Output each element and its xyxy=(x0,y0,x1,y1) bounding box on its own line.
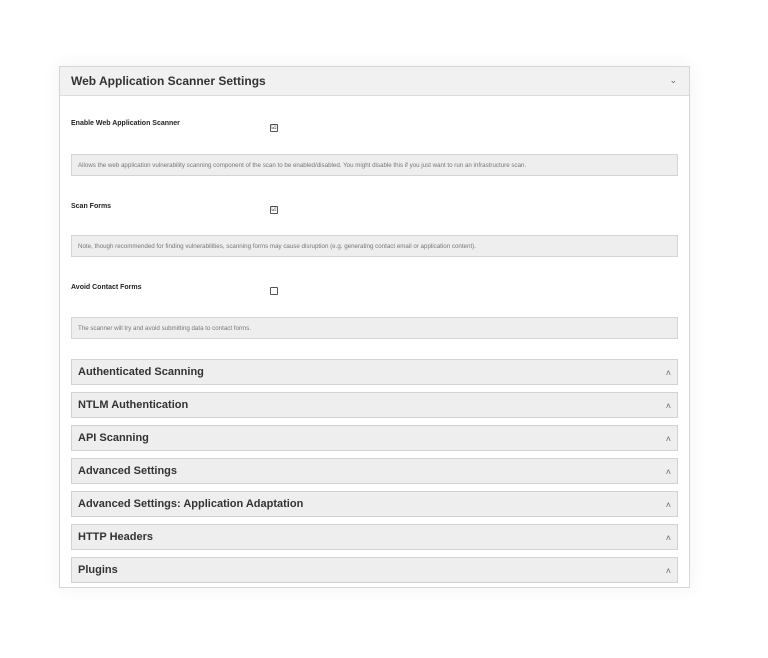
panel-title: Web Application Scanner Settings xyxy=(71,74,266,88)
setting-label-enable-web-app-scanner: Enable Web Application Scanner xyxy=(71,120,180,127)
setting-label-avoid-contact-forms: Avoid Contact Forms xyxy=(71,284,142,291)
chevron-up-icon[interactable]: ˄ xyxy=(665,434,671,444)
section-api-scanning[interactable] xyxy=(71,425,678,451)
enable-web-app-scanner-checkbox[interactable]: ☑ xyxy=(271,125,277,131)
help-text: The scanner will try and avoid submitting data to contact forms. xyxy=(78,325,251,332)
chevron-down-icon[interactable]: ⌄ xyxy=(669,75,677,85)
section-advanced-settings[interactable] xyxy=(71,458,678,484)
chevron-up-icon[interactable]: ˄ xyxy=(665,566,671,576)
web-app-scanner-settings-panel xyxy=(59,66,690,588)
help-text: Note, though recommended for finding vulnerabilities, scanning forms may cause disruption (e.g. generating contact email or application content). xyxy=(78,243,476,250)
section-label: Advanced Settings: Application Adaptation xyxy=(78,498,304,510)
avoid-contact-forms-checkbox[interactable] xyxy=(270,287,278,295)
section-label: Plugins xyxy=(78,564,118,576)
section-label: Authenticated Scanning xyxy=(78,366,204,378)
help-box-avoid-contact-forms xyxy=(71,317,678,339)
section-label: Advanced Settings xyxy=(78,465,178,477)
section-http-headers[interactable] xyxy=(71,524,678,550)
chevron-up-icon[interactable]: ˄ xyxy=(665,467,671,477)
panel-header[interactable] xyxy=(60,67,689,96)
section-label: HTTP Headers xyxy=(78,531,153,543)
chevron-up-icon[interactable]: ˄ xyxy=(665,368,671,378)
section-label: NTLM Authentication xyxy=(78,399,189,411)
section-plugins[interactable] xyxy=(71,557,678,583)
section-advanced-settings-application-adaptation[interactable] xyxy=(71,491,678,517)
help-text: Allows the web application vulnerability scanning component of the scan to be enabled/disabled. You might disable this if you just want to run an infrastructure scan. xyxy=(78,162,527,169)
help-box-enable-web-app-scanner xyxy=(71,154,678,176)
chevron-up-icon[interactable]: ˄ xyxy=(665,533,671,543)
chevron-up-icon[interactable]: ˄ xyxy=(665,401,671,411)
setting-label-scan-forms: Scan Forms xyxy=(71,203,112,210)
chevron-up-icon[interactable]: ˄ xyxy=(665,500,671,510)
section-label: API Scanning xyxy=(78,432,149,444)
section-ntlm-authentication[interactable] xyxy=(71,392,678,418)
scan-forms-checkbox[interactable]: ☑ xyxy=(271,207,277,213)
section-authenticated-scanning[interactable] xyxy=(71,359,678,385)
help-box-scan-forms xyxy=(71,235,678,257)
